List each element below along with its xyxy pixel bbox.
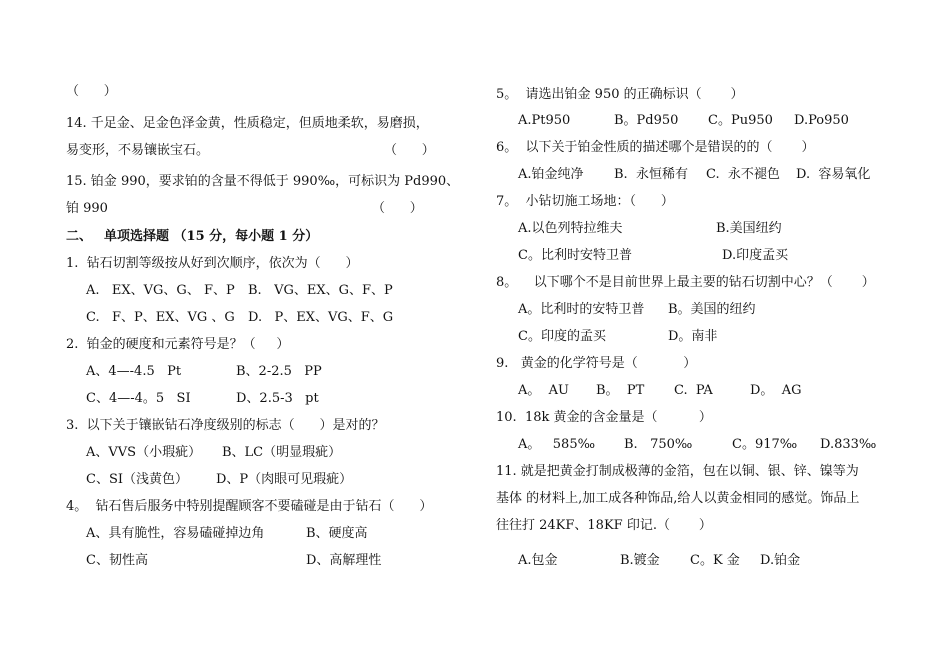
q2-option-a: A、4—-4.5 Pt (86, 364, 182, 379)
q7-option-b: B.美国纽约 (716, 221, 782, 236)
q10-option-a: A。 585‰ (518, 437, 596, 452)
q15-answer-paren: （ ） (372, 201, 423, 216)
q3-option-a: A、VVS（小瑕疵） (86, 445, 202, 460)
q11-option-c: C。K 金 (690, 553, 740, 568)
q9-option-a: A。 AU (518, 383, 569, 398)
q3-option-b: B、LC（明显瑕疵） (222, 445, 342, 460)
q2-option-b: B、2-2.5 PP (236, 364, 322, 379)
q3-option-c: C、SI（浅黄色） (86, 472, 188, 487)
q4-option-a: A、具有脆性，容易磕碰掉边角 (86, 526, 265, 541)
q9-option-b: B。 PT (596, 383, 645, 398)
q10-option-b: B. 750‰ (624, 437, 693, 452)
q8-option-c: C。印度的孟买 (518, 329, 606, 344)
q4-option-c: C、韧性高 (86, 553, 148, 568)
q15-text-line2: 铂 990 (66, 201, 108, 216)
q11-text-line3: 往往打 24KF、18KF 印记.（ ） (496, 518, 712, 533)
q4-option-b: B、硬度高 (306, 526, 368, 541)
q8-option-d: D。南非 (668, 329, 718, 344)
q5-stem: 5。 请选出铂金 950 的正确标识（ ） (496, 87, 744, 102)
q1-option-b: B. VG、EX、G、F、P (248, 283, 393, 298)
q8-option-b: B。美国的纽约 (668, 302, 756, 317)
q6-option-b: B. 永恒稀有 (614, 167, 688, 182)
q3-option-d: D、P（肉眼可见瑕疵） (216, 472, 353, 487)
q4-stem: 4。 钻石售后服务中特别提醒顾客不要磕碰是由于钻石（ ） (66, 499, 433, 514)
q8-option-a: A。比利时的安特卫普 (518, 302, 645, 317)
q11-option-d: D.铂金 (760, 553, 801, 568)
q11-option-b: B.镀金 (620, 553, 660, 568)
q14-answer-paren: （ ） (384, 143, 435, 158)
q11-option-a: A.包金 (518, 553, 558, 568)
q5-option-d: D.Po950 (794, 113, 849, 128)
q3-stem: 3. 以下关于镶嵌钻石净度级别的标志（ ）是对的？ (66, 418, 385, 433)
q10-stem: 10. 18k 黄金的含金量是（ ） (496, 410, 712, 425)
q11-text-line1: 11. 就是把黄金打制成极薄的金箔，包在以铜、银、锌、镍等为 (496, 464, 859, 479)
q5-option-c: C。Pu950 (708, 113, 773, 128)
q2-stem: 2. 铂金的硬度和元素符号是？（ ） (66, 337, 290, 352)
section-2-number: 二、 (66, 229, 93, 244)
q6-option-c: C. 永不褪色 (706, 167, 780, 182)
q10-option-c: C。917‰ (732, 437, 798, 452)
q13-answer-paren: （ ） (66, 84, 117, 99)
q5-option-a: A.Pt950 (518, 113, 571, 128)
q8-stem: 8。 以下哪个不是目前世界上最主要的钻石切割中心？（ ） (496, 275, 875, 290)
q1-option-a: A. EX、VG、G、 F、P (86, 283, 235, 298)
q9-option-d: D。 AG (750, 383, 802, 398)
q1-option-c: C. F、P、EX、VG 、G (86, 310, 235, 325)
q1-stem: 1. 钻石切割等级按从好到次顺序，依次为（ ） (66, 256, 359, 271)
q5-option-b: B。Pd950 (614, 113, 679, 128)
q2-option-c: C、4—-4。5 SI (86, 391, 191, 406)
q9-stem: 9. 黄金的化学符号是（ ） (496, 356, 697, 371)
q14-text-line1: 14. 千足金、足金色泽金黄，性质稳定，但质地柔软，易磨损， (66, 116, 429, 131)
q11-text-line2: 基体 的材料上,加工成各种饰品,给人以黄金相同的感觉。饰品上 (496, 491, 860, 506)
q7-stem: 7。 小钻切施工场地：（ ） (496, 194, 674, 209)
q7-option-d: D.印度孟买 (722, 248, 789, 263)
q7-option-c: C。比利时安特卫普 (518, 248, 632, 263)
q6-stem: 6。 以下关于铂金性质的描述哪个是错误的的（ ） (496, 140, 815, 155)
q15-text-line1: 15. 铂金 990，要求铂的含量不得低于 990‰，可标识为 Pd990、 (66, 174, 460, 189)
q4-option-d: D、高解理性 (306, 553, 382, 568)
q6-option-a: A.铂金纯净 (518, 167, 584, 182)
q10-option-d: D.833‰ (820, 437, 877, 452)
q14-text-line2: 易变形，不易镶嵌宝石。 (66, 143, 210, 158)
q7-option-a: A.以色列特拉维夫 (518, 221, 623, 236)
q6-option-d: D. 容易氧化 (796, 167, 871, 182)
q9-option-c: C. PA (674, 383, 713, 398)
q1-option-d: D. P、EX、VG、F、G (248, 310, 394, 325)
q2-option-d: D、2.5-3 pt (236, 391, 319, 406)
section-2-title: 单项选择题 （15 分，每小题 1 分） (104, 229, 319, 244)
